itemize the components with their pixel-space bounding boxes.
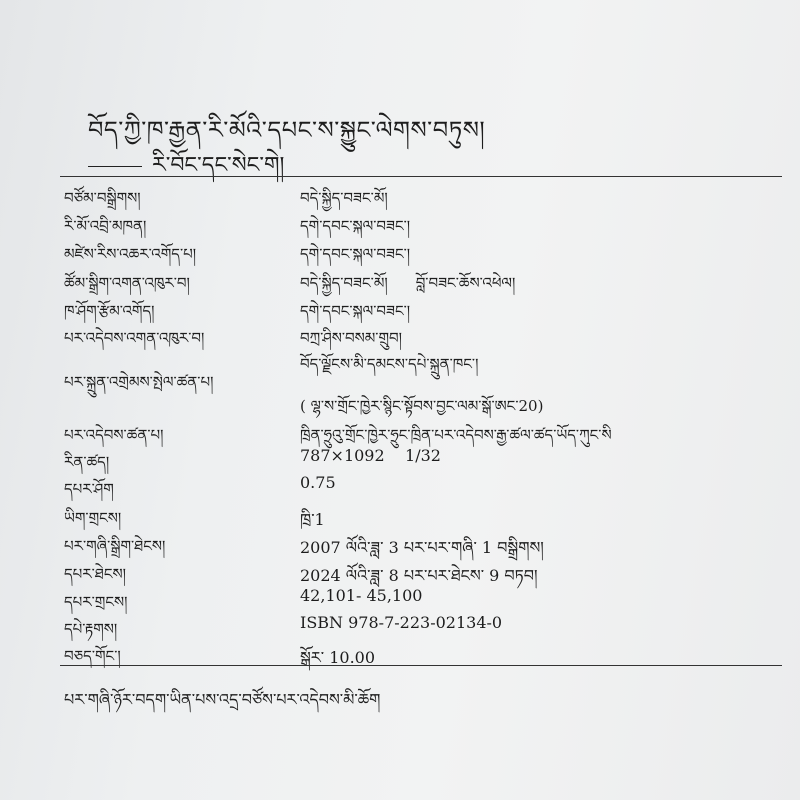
detail-value: ( ལྷ་ས་གྲོང་ཁྱེར་སྙིང་སྟོབས་བྱང་ལམ་སྒོ་ཨང་20) bbox=[300, 397, 544, 415]
detail-label: པར་འདེབས་འགན་འཁུར་བ། bbox=[64, 329, 205, 347]
detail-label: ཡིག་གྲངས། bbox=[64, 509, 122, 527]
detail-label: པར་གཞི་སྒྲིག་ཐེངས། bbox=[64, 537, 166, 555]
top-rule bbox=[60, 176, 782, 177]
detail-value: དགེ་དབང་སྐལ་བཟང་། bbox=[300, 245, 411, 263]
book-subtitle-text: རི་བོང་དང་སེང་གེ། bbox=[152, 153, 285, 178]
detail-value: དགེ་དབང་སྐལ་བཟང་། bbox=[300, 217, 411, 235]
detail-label: བཅད་གོང་། bbox=[64, 647, 121, 665]
detail-value: ཁྲི་1 bbox=[300, 510, 325, 529]
detail-label: པར་འདེབས་ཚན་པ། bbox=[64, 426, 164, 444]
detail-label: རི་མོ་འབྲི་མཁན། bbox=[64, 217, 147, 235]
detail-value: དགེ་དབང་སྐལ་བཟང་། bbox=[300, 302, 411, 320]
detail-label: ཁ་ཤོག་རྩོམ་འགོད། bbox=[64, 302, 155, 320]
detail-label: དཔར་ཤོག bbox=[64, 480, 114, 498]
detail-value: 787×1092 1/32 bbox=[300, 446, 441, 465]
detail-value-primary: བདེ་སྐྱིད་བཟང་མོ། bbox=[300, 274, 388, 292]
copyright-notice: པར་གཞི་ཉོར་བདག་ཡིན་པས་འདྲ་བཙོས་པར་འདེབས་མི་ཆོག bbox=[64, 690, 381, 709]
detail-value: 0.75 bbox=[300, 473, 336, 492]
detail-value-secondary: བློ་བཟང་ཆོས་འཕེལ། bbox=[415, 274, 516, 292]
detail-value: སྒོར་ 10.00 bbox=[300, 648, 376, 667]
detail-value-line2: བོད་ལྗོངས་མི་དམངས་དཔེ་སྐྲུན་ཁང་། bbox=[300, 355, 479, 373]
detail-value: ཁྲིན་ཧྲུའུ་གྲོང་ཁྱེར་ཧྲུང་ཁྲིན་པར་འདེབས་རྒྱ་ཚལ་ཚད་ཡོད་ཀུང་སི bbox=[300, 426, 612, 444]
detail-label: བཙོམ་བསྒྲིགས། bbox=[64, 189, 141, 207]
subtitle-dash bbox=[88, 166, 142, 167]
detail-label: དཔར་གྲངས། bbox=[64, 593, 128, 611]
detail-label: ཚོམ་སྒྲིག་འགན་འཁུར་བ། bbox=[64, 274, 190, 292]
detail-value: 2007 ལོའི་ཟླ་ 3 པར་པར་གཞི་ 1 བསྒྲིགས། bbox=[300, 538, 544, 557]
detail-value: བཀྲ་ཤིས་བསམ་གྲུབ། bbox=[300, 329, 402, 347]
detail-label: རིན་ཚད། bbox=[64, 453, 110, 471]
detail-value: 42,101- 45,100 bbox=[300, 586, 423, 605]
detail-label: དཔར་ཐེངས། bbox=[64, 565, 126, 583]
detail-value: ISBN 978-7-223-02134-0 bbox=[300, 613, 503, 632]
detail-label: དཔེ་རྟགས། bbox=[64, 620, 118, 638]
book-title: བོད་ཀྱི་ཁ་རྒྱན་རི་མོའི་དཔང་ས་སྐྱུང་ལེགས་བཏུས། bbox=[88, 116, 486, 144]
detail-label: མཛེས་རིས་འཆར་འགོད་པ། bbox=[64, 245, 197, 263]
bottom-rule bbox=[60, 665, 782, 666]
detail-value: བདེ་སྐྱིད་བཟང་མོ། bbox=[300, 189, 388, 207]
detail-value: 2024 ལོའི་ཟླ་ 8 པར་པར་ཐེངས་ 9 བཏབ། bbox=[300, 566, 538, 585]
detail-label: པར་སྐྲུན་འགྲེམས་སྤེལ་ཚན་པ། bbox=[64, 373, 214, 391]
